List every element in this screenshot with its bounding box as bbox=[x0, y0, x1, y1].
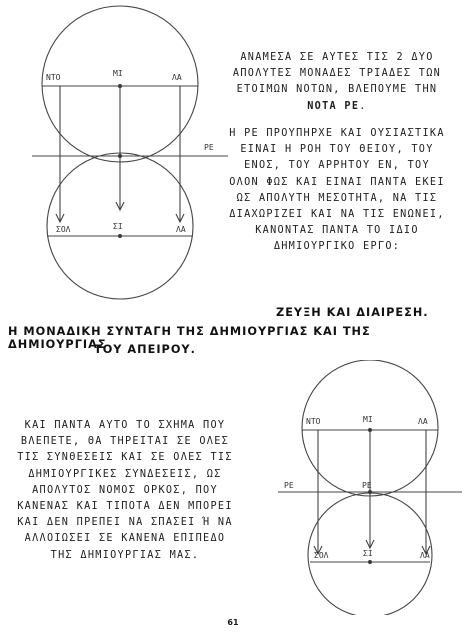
paragraph-law bbox=[12, 418, 238, 564]
paragraph-intro-end: . bbox=[359, 100, 367, 112]
label-mi-2: ΜΙ bbox=[363, 415, 373, 424]
title-heading-line-2: ΤΟΥ ΑΠΕΙΡΟΥ. bbox=[94, 343, 196, 356]
label-si-2: ΣΙ bbox=[363, 549, 373, 558]
title-heading-line-1: Η ΜΟΝΑΔΙΚΗ ΣΥΝΤΑΓΗ ΤΗΣ ΔΗΜΙΟΥΡΓΙΑΣ ΚΑΙ ΤΗΣ ΔΗΜΙΟΥΡΓΙΑΣ bbox=[8, 325, 371, 351]
label-nto-2: ΝΤΟ bbox=[306, 417, 321, 426]
label-re: ΡΕ bbox=[204, 143, 214, 152]
paragraph-re-description bbox=[228, 126, 446, 256]
paragraph-intro bbox=[228, 50, 446, 115]
page-number: 61 bbox=[227, 618, 239, 627]
figure-top-circles bbox=[0, 0, 230, 302]
subtitle-heading: ΖΕΥΞΗ ΚΑΙ ΔΙΑΙΡΕΣΗ. bbox=[276, 306, 429, 319]
paragraph-intro-text: ΑΝΑΜΕΣΑ ΣΕ ΑΥΤΕΣ ΤΙΣ 2 ΔΥΟ ΑΠΟΛΥΤΕΣ ΜΟΝΑΔΕΣ ΤΡΙΑΔΕΣ ΤΩΝ ΕΤΟΙΜΩΝ ΝΟΤΩΝ, ΒΛΕΠΟΥΜΕ ΤΗΝ bbox=[232, 52, 442, 96]
label-mi: ΜΙ bbox=[113, 69, 123, 78]
label-si: ΣΙ bbox=[113, 222, 123, 231]
label-la-bottom-2: ΛΑ bbox=[420, 551, 430, 560]
label-re-left: ΡΕ bbox=[284, 481, 294, 490]
paragraph-law-text: ΚΑΙ ΠΑΝΤΑ ΑΥΤΟ ΤΟ ΣΧΗΜΑ ΠΟΥ ΒΛΕΠΕΤΕ, ΘΑ ΤΗΡΕΙΤΑΙ ΣΕ ΟΛΕΣ ΤΙΣ ΣΥΝΘΕΣΕΙΣ ΚΑΙ ΣΕ ΟΛΕΣ ΤΙΣ ΔΗΜΙΟΥΡΓΙΚΕΣ ΣΥΝΔΕΣΕΙΣ, ΩΣ ΑΠΟΛΥΤΟΣ ΝΟΜΟΣ ΟΡΚΟΣ, ΠΟΥ ΚΑΝΕΝΑΣ ΚΑΙ ΤΙΠΟΤΑ ΔΕΝ ΜΠΟΡΕΙ ΚΑΙ ΔΕΝ ΠΡΕΠΕΙ ΝΑ ΣΠΑΣΕΙ Ή ΝΑ ΑΛΛΟΙΩΣΕΙ ΣΕ ΚΑΝΕΝΑ ΕΠΙΠΕΔΟ ΤΗΣ ΔΗΜΙΟΥΡΓΙΑΣ ΜΑΣ. bbox=[17, 420, 233, 561]
paragraph-re-text: Η ΡΕ ΠΡΟΥΠΗΡΧΕ ΚΑΙ ΟΥΣΙΑΣΤΙΚΑ ΕΙΝΑΙ Η ΡΟΗ ΤΟΥ ΘΕΙΟΥ, ΤΟΥ ΕΝΟΣ, ΤΟΥ ΑΡΡΗΤΟΥ ΕΝ, ΤΟΥ ΟΛΟΝ ΦΩΣ ΚΑΙ ΕΙΝΑΙ ΠΑΝΤΑ ΕΚΕΙ ΩΣ ΑΠΟΛΥΤΗ ΜΕΣΟΤΗΤΑ, ΝΑ ΤΙΣ ΔΙΑΧΩΡΙΖΕΙ ΚΑΙ ΝΑ ΤΙΣ ΕΝΩΝΕΙ, ΚΑΝΟΝΤΑΣ ΠΑΝΤΑ ΤΟ ΙΔΙΟ ΔΗΜΙΟΥΡΓΙΚΟ ΕΡΓΟ: bbox=[229, 128, 445, 253]
label-sol: ΣΟΛ bbox=[56, 225, 71, 234]
label-la-top-2: ΛΑ bbox=[418, 417, 428, 426]
label-la-top: ΛΑ bbox=[172, 73, 182, 82]
nota-re-highlight: ΝΟΤΑ ΡΕ bbox=[307, 100, 360, 112]
figure-bottom-circles bbox=[230, 360, 466, 615]
label-sol-2: ΣΟΛ bbox=[314, 551, 329, 560]
label-la-bottom: ΛΑ bbox=[176, 225, 186, 234]
label-re-center: ΡΕ bbox=[362, 481, 372, 490]
label-nto: ΝΤΟ bbox=[46, 73, 61, 82]
